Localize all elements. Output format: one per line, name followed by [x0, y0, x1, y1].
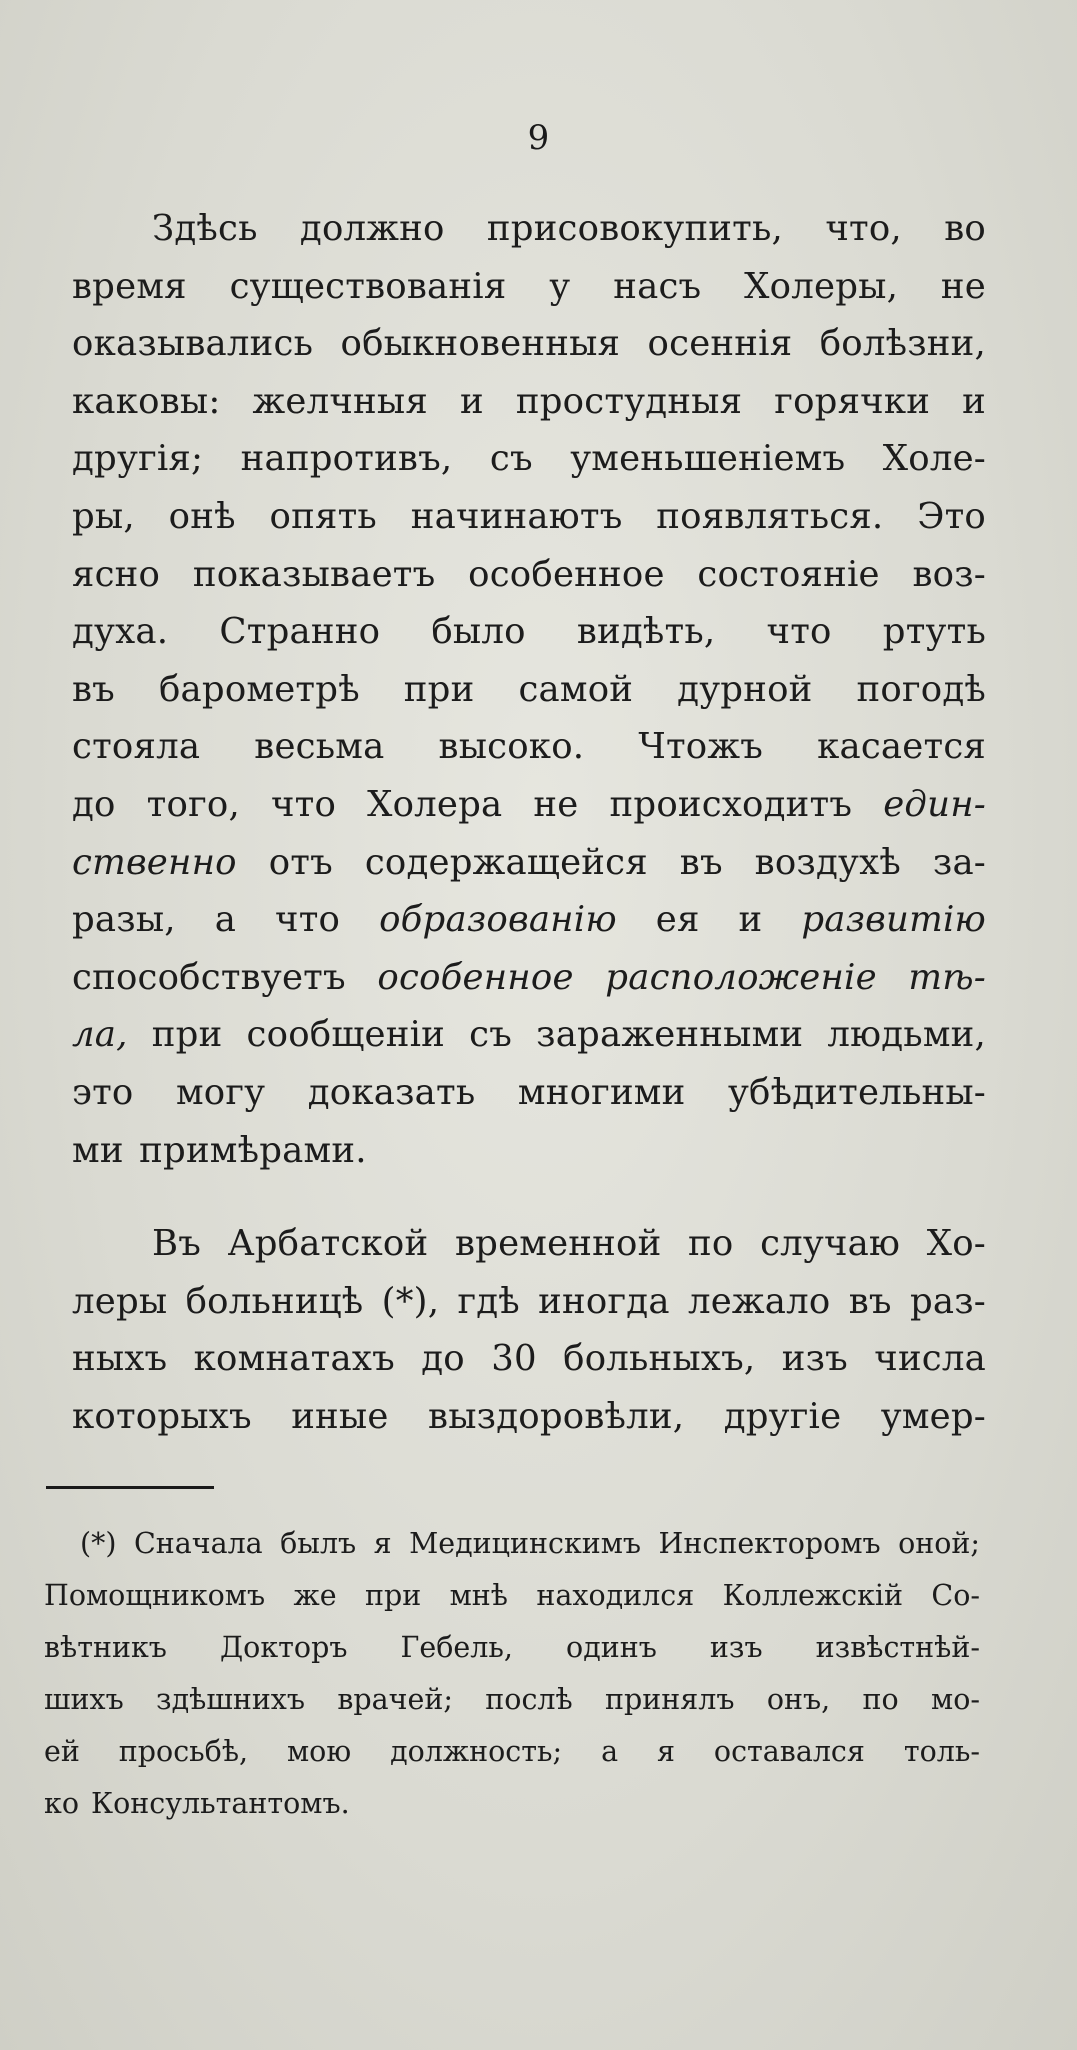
- footnote-line: Помощникомъ же при мнѣ находился Коллежскій Со-: [44, 1579, 980, 1612]
- text-line: духа. Странно было видѣть, что ртуть: [72, 611, 986, 653]
- italic-run: ла,: [72, 1014, 128, 1056]
- paragraph-arbat-hospital: [72, 1215, 986, 1445]
- text-line: Въ Арбатской временной по случаю Хо-: [152, 1223, 986, 1264]
- text-line: [72, 776, 986, 834]
- italic-run: образованію: [379, 899, 617, 941]
- text-line: стояла весьма высоко. Чтожъ касается: [72, 726, 986, 768]
- paragraph-cholera-observations: [72, 200, 986, 1179]
- footnote-line: ей просьбѣ, мою должность; а я оставался толь-: [44, 1735, 980, 1768]
- text-line: [72, 1006, 986, 1064]
- italic-run: ственно: [72, 841, 237, 883]
- text-line: [72, 891, 986, 949]
- text-line: [72, 949, 986, 1007]
- text-run: при сообщеніи съ зараженными людьми,: [151, 1014, 986, 1056]
- text-line: ныхъ комнатахъ до 30 больныхъ, изъ числа: [72, 1338, 986, 1380]
- text-line: ры, онѣ опять начинаютъ появляться. Это: [72, 495, 986, 537]
- italic-run: един-: [883, 783, 986, 825]
- text-line: это могу доказать многими убѣдительны-: [72, 1071, 986, 1113]
- italic-run: развитію: [801, 899, 986, 941]
- page-number: 9: [527, 118, 550, 158]
- text-line: ми примѣрами.: [72, 1129, 367, 1171]
- text-run: отъ содержащейся въ воздухѣ за-: [268, 841, 986, 883]
- italic-run: особенное расположеніе тѣ-: [377, 956, 986, 998]
- text-run: ея и: [655, 899, 763, 941]
- text-line: время существованія у насъ Холеры, не: [72, 265, 986, 307]
- footnote-line: ко Консультантомъ.: [44, 1787, 350, 1820]
- footnote-line: шихъ здѣшнихъ врачей; послѣ принялъ онъ, по мо-: [44, 1683, 980, 1716]
- text-run: до того, что Холера не происходитъ: [72, 783, 853, 825]
- footnote-line: вѣтникъ Докторъ Гебель, одинъ изъ извѣстнѣй-: [44, 1631, 980, 1664]
- text-line: ясно показываетъ особенное состояніе воз-: [72, 553, 986, 595]
- text-line: другія; напротивъ, съ уменьшеніемъ Холе-: [72, 438, 986, 480]
- text-line: леры больницѣ (*), гдѣ иногда лежало въ раз-: [72, 1280, 986, 1322]
- footnote-divider: [46, 1486, 214, 1489]
- text-line: оказывались обыкновенныя осеннія болѣзни,: [72, 323, 986, 365]
- footnote-line: (*) Сначала былъ я Медицинскимъ Инспекторомъ оной;: [80, 1527, 980, 1560]
- footnote: [44, 1518, 980, 1830]
- text-line: которыхъ иные выздоровѣли, другіе умер-: [72, 1395, 986, 1437]
- text-run: способствуетъ: [72, 956, 346, 998]
- text-line: въ барометрѣ при самой дурной погодѣ: [72, 668, 986, 710]
- text-run: разы, а что: [72, 899, 341, 941]
- text-line: Здѣсь должно присовокупить, что, во: [152, 208, 986, 249]
- text-line: каковы: желчныя и простудныя горячки и: [72, 380, 986, 422]
- text-line: [72, 834, 986, 892]
